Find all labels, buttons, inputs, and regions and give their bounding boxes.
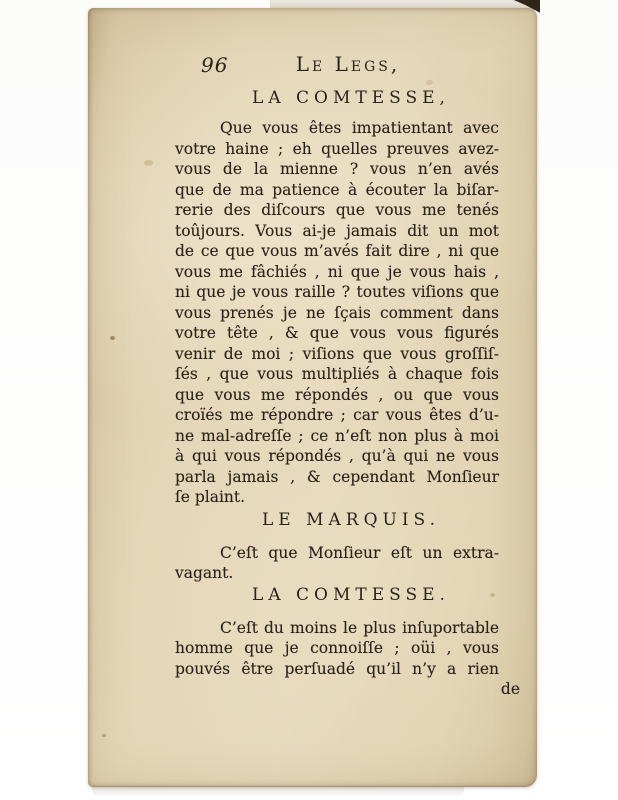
body-line: croïés me répondre ; car vous êtes d’u- <box>175 406 499 424</box>
running-title: Le Legs, <box>295 52 401 76</box>
speaker-heading-marquis: LE MARQUIS. <box>261 509 440 530</box>
body-line: de ce que vous m’avés fait dire , ni que <box>175 242 499 260</box>
page-number: 96 <box>201 53 229 77</box>
body-line: ſe plaint. <box>175 488 246 506</box>
body-line: que vous me répondés , ou que vous <box>175 385 499 404</box>
body-line: rerie des diſcours que vous me tenés <box>175 201 499 219</box>
body-line: parla jamais , & cependant Monſieur <box>175 467 499 486</box>
body-line: venir de moi ; viſions que vous groſſiſ- <box>175 344 499 363</box>
body-line: ſés , que vous multipliés à chaque fois <box>175 365 499 383</box>
text-block <box>175 52 520 700</box>
body-line: C’eſt que Monſieur eſt un extra- <box>220 543 499 562</box>
speaker-heading-comtesse-2: LA COMTESSE. <box>252 584 450 605</box>
speaker-heading-comtesse-1: LA COMTESSE, <box>252 88 450 108</box>
foxing-spot <box>102 734 106 737</box>
body-line: vous prenés je ne ſçais comment dans <box>175 303 499 322</box>
speech-paragraph-2 <box>175 543 499 584</box>
body-line: Que vous êtes impatientant avec <box>220 119 499 137</box>
body-line: C’eſt du moins le plus inſuportable <box>220 618 499 637</box>
speech-paragraph-1 <box>175 118 499 508</box>
body-line: ne mal-adreſſe ; ce n’eſt non plus à moi <box>175 426 499 445</box>
body-line: vous me fâchiés , ni que je vous hais , <box>175 262 499 281</box>
paper-sheet <box>88 8 537 787</box>
underlying-page-edge-bottom <box>92 786 464 795</box>
body-line: ni que je vous raille ? toutes viſions que <box>175 283 499 301</box>
body-line: homme que je connoiſſe ; oüi , vous <box>175 639 499 657</box>
body-line: toûjours. Vous ai-je jamais dit un mot <box>175 221 499 240</box>
body-line: pouvés être perſuadé qu’il n’y a rien <box>175 659 499 678</box>
page-header <box>175 52 499 76</box>
body-line: votre tête , & que vous vous figurés <box>175 324 499 342</box>
body-line: que de ma patience à écouter la biſar- <box>175 180 499 199</box>
body-line: votre haine ; eh quelles preuves avez- <box>175 139 499 158</box>
speech-paragraph-3 <box>175 618 499 680</box>
body-line: vous de la mienne ? vous n’en avés <box>175 160 499 178</box>
foxing-spot <box>110 336 115 340</box>
body-line: à qui vous répondés , qu’à qui ne vous <box>175 447 499 465</box>
catchword: de <box>500 680 520 698</box>
body-line: vagant. <box>175 564 234 582</box>
foxing-spot <box>144 160 153 166</box>
